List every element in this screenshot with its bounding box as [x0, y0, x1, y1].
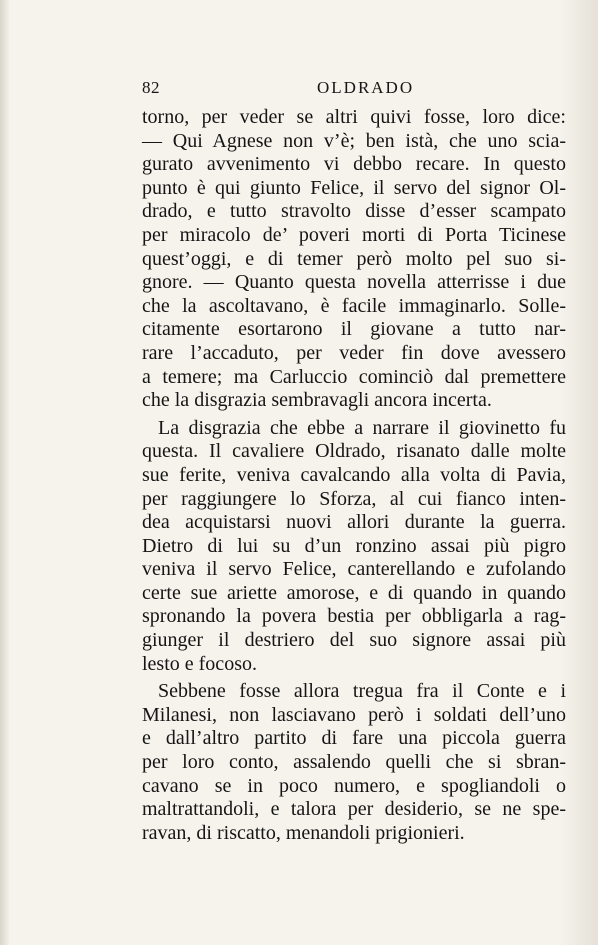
text-line: che la disgrazia sembravagli ancora incerta. [142, 389, 492, 412]
page-number: 82 [142, 78, 160, 97]
text-line: questa. Il cavaliere Oldrado, risanato dalle molte [142, 440, 566, 463]
text-line: rare l’accaduto, per veder fin dove avessero [142, 341, 566, 364]
text-line: La disgrazia che ebbe a narrare il giovinetto fu [158, 416, 566, 439]
text-line: maltrattandoli, e talora per desiderio, se ne spe- [142, 798, 566, 821]
paragraph-1 [142, 106, 566, 413]
body-text [142, 106, 566, 845]
text-line: e dall’altro partito di fare una piccola guerra [142, 727, 566, 750]
text-line: torno, per veder se altri quivi fosse, loro dice: [142, 106, 566, 128]
text-line: spronando la povera bestia per obbligarla a rag- [142, 605, 566, 628]
text-line: lesto e focoso. [142, 652, 257, 675]
text-line: cavano se in poco numero, e spogliandoli o [142, 774, 566, 797]
text-line: veniva il servo Felice, canterellando e zufolando [142, 558, 566, 581]
text-line: citamente esortarono il giovane a tutto nar- [142, 318, 566, 341]
text-line: certe sue ariette amorose, e di quando in quando [142, 581, 566, 604]
text-line: quest’oggi, e di temer però molto pel suo si- [142, 247, 566, 270]
text-line: drado, e tutto stravolto disse d’esser scampato [142, 200, 566, 223]
text-line: ravan, di riscatto, menandoli prigionieri. [142, 821, 465, 844]
text-line: sue ferite, veniva cavalcando alla volta di Pavia, [142, 463, 566, 486]
text-line: per raggiungere lo Sforza, al cui fianco inten- [142, 487, 566, 510]
text-line: Sebbene fosse allora tregua fra il Conte e i [158, 680, 566, 703]
text-line: a temere; ma Carluccio cominciò dal premettere [142, 365, 566, 388]
text-line: Dietro di lui su d’un ronzino assai più pigro [142, 534, 566, 557]
text-line: dea acquistarsi nuovi allori durante la guerra. [142, 511, 566, 534]
running-head: OLDRADO [317, 78, 415, 97]
paragraph-3 [142, 680, 566, 845]
text-line: che la ascoltavano, è facile immaginarlo. Solle- [142, 294, 566, 317]
paragraph-2 [142, 417, 566, 677]
text-line: gnore. — Quanto questa novella atterrisse i due [142, 271, 566, 294]
text-line: — Qui Agnese non v’è; ben istà, che uno scia- [142, 129, 566, 152]
text-line: punto è qui giunto Felice, il servo del signor Ol- [142, 176, 566, 199]
text-line: per miracolo de’ poveri morti di Porta Ticinese [142, 223, 566, 246]
text-line: per loro conto, assalendo quelli che si sbran- [142, 751, 566, 774]
text-line: Milanesi, non lasciavano però i soldati dell’uno [142, 703, 566, 726]
page-header [142, 78, 562, 102]
text-line: giunger il destriero del suo signore assai più [142, 629, 566, 652]
text-line: gurato avvenimento vi debbo recare. In questo [142, 153, 566, 176]
